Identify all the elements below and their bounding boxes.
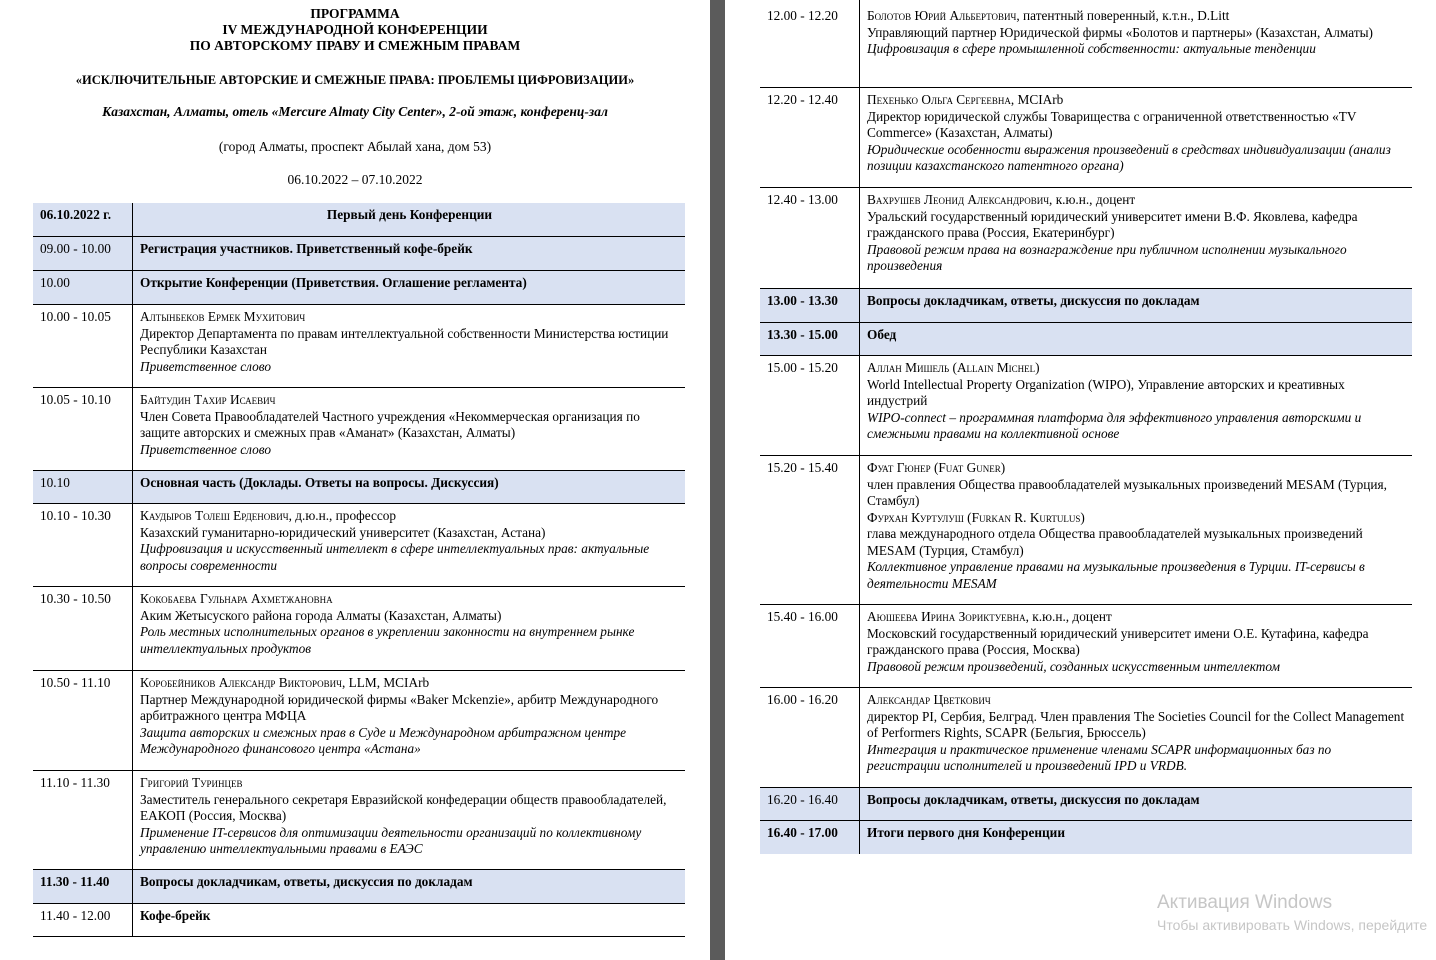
talk-topic: Интеграция и практическое применение членами SCAPR информационных баз по регистрации исполнителей и произведений IPD и VRDB. [867,741,1332,773]
conference-theme: «ИСКЛЮЧИТЕЛЬНЫЕ АВТОРСКИЕ И СМЕЖНЫЕ ПРАВА: ПРОБЛЕМЫ ЦИФРОВИЗАЦИИ» [75,73,635,87]
row-time: 15.20 - 15.40 [760,456,860,604]
row-time: 13.30 - 15.00 [760,323,860,355]
table-row [760,0,1412,88]
speaker-name: Пехенько Ольга Сергеевна [867,92,1011,107]
table-row [760,323,1412,356]
table-row [33,671,685,771]
speaker-name: Байтудин Тахир Исаевич [140,392,276,407]
talk-topic: Роль местных исполнительных органов в укреплении законности на внутреннем рынке интеллектуальных продуктов [140,624,635,656]
talk-topic: Правовой режим произведений, созданных искусственным интеллектом [867,658,1281,674]
table-row [33,771,685,870]
row-time: 10.50 - 11.10 [33,671,133,770]
speaker-org: Уральский государственный юридический университет имени В.Ф. Яковлева, кафедра гражданского права (Россия, Екатеринбург) [867,208,1358,240]
speaker-name: Алтынбеков Ермек Мухитович [140,309,306,324]
row-title: Кофе-брейк [140,908,211,923]
row-time: 12.40 - 13.00 [760,188,860,288]
row-title: Вопросы докладчикам, ответы, дискуссия по докладам [140,874,473,889]
speaker-org: Заместитель генерального секретаря Евразийской конфедерации обществ правообладателей, ЕАКОП (Россия, Москва) [140,791,667,823]
talk-topic: Защита авторских и смежных прав в Суде и Международном арбитражном центре Международного финансового центра «Астана» [140,724,627,756]
row-time: 12.20 - 12.40 [760,88,860,187]
speaker-org: World Intellectual Property Organization (WIPO), Управление авторских и креативных индустрий [867,376,1345,408]
row-title: Первый день Конференции [326,207,493,222]
table-row [33,237,685,271]
speaker-org: Член Совета Правообладателей Частного учреждения «Некоммерческая организация по защите авторских и смежных прав «Аманат» (Казахстан, Алматы) [140,408,640,440]
speaker-org: Казахский гуманитарно-юридический университет (Казахстан, Астана) [140,524,546,540]
table-row [33,870,685,904]
speaker-org: Партнер Международной юридической фирмы «Baker Mckenzie», арбитр Международного арбитражного центра МФЦА [140,691,659,723]
table-row [760,289,1412,323]
row-time: 09.00 - 10.00 [33,237,133,270]
talk-topic: Цифровизация и искусственный интеллект в сфере интеллектуальных прав: актуальные вопросы современности [140,541,650,573]
row-time: 10.10 - 10.30 [33,504,133,586]
speaker-name: Болотов Юрий Альбертович [867,8,1017,23]
speaker-credentials: , д.ю.н., профессор [288,508,397,523]
left-page [0,0,710,960]
speaker-org: член правления Общества правообладателей музыкальных произведений MESAM (Турция, Стамбул) [867,476,1387,508]
table-row [760,188,1412,289]
speaker-org: Директор юридической службы Товарищества с ограниченной ответственностью «TV Commerce» (Казахстан, Алматы) [867,108,1357,140]
talk-topic: Приветственное слово [140,441,272,457]
row-title: Итоги первого дня Конференции [867,825,1065,840]
table-row [760,821,1412,854]
speaker-name: Кокобаева Гульнара Ахметжановна [140,591,333,606]
conference-address: (город Алматы, проспект Абылай хана, дом 53) [218,139,492,154]
talk-topic: Цифровизация в сфере промышленной собственности: актуальные тенденции [867,41,1316,56]
table-row [33,471,685,504]
table-row [33,388,685,471]
conference-subtitle: ПО АВТОРСКОМУ ПРАВУ И СМЕЖНЫМ ПРАВАМ [189,38,521,53]
conference-venue: Казахстан, Алматы, отель «Mercure Almaty City Center», 2-ой этаж, конференц-зал [102,104,608,119]
row-title: Регистрация участников. Приветственный кофе-брейк [140,241,473,256]
speaker-name: Вахрушев Леонид Александрович [867,192,1050,207]
speaker-credentials: , к.ю.н., доцент [1025,609,1112,624]
row-title: Вопросы докладчикам, ответы, дискуссия по докладам [867,792,1200,807]
speaker-name: Коробейников Александр Викторович [140,675,342,690]
row-time: 10.00 [33,271,133,304]
row-time: 11.40 - 12.00 [33,904,133,936]
speaker-org-2: глава международного отдела Общества правообладателей музыкальных произведений MESAM (Турция, Стамбул) [867,526,1363,558]
table-row [33,203,685,237]
row-time: 13.00 - 13.30 [760,289,860,322]
talk-topic: Приветственное слово [140,358,272,374]
row-time: 11.10 - 11.30 [33,771,133,869]
table-row [33,271,685,305]
talk-topic: Коллективное управление правами на музыкальные произведения в Турции. IT-сервисы в деятельности MESAM [867,559,1365,591]
conference-dates: 06.10.2022 – 07.10.2022 [287,172,423,187]
table-row [33,504,685,587]
row-time: 16.00 - 16.20 [760,688,860,787]
table-row [760,456,1412,605]
speaker-org: Директор Департамента по правам интеллектуальной собственности Министерства юстиции Республики Казахстан [140,325,669,357]
talk-topic: Применение IT-сервисов для оптимизации деятельности организаций по коллективному управлению интеллектуальными правами в ЕАЭС [140,824,642,856]
speaker-org: директор PI, Сербия, Белград. Член правления The Societies Council for the Collect Management of Performers Rights, SCAPR (Бельгия, Брюссель) [867,708,1405,740]
page-divider [710,0,725,960]
table-row [33,904,685,937]
row-time: 16.40 - 17.00 [760,821,860,854]
row-time: 15.40 - 16.00 [760,605,860,687]
talk-topic: WIPO-connect – программная платформа для эффективного управления авторскими и смежными правами на коллективной основе [867,409,1362,441]
row-title: Основная часть (Доклады. Ответы на вопросы. Дискуссия) [140,475,499,490]
table-row [760,605,1412,688]
speaker-org: Управляющий партнер Юридической фирмы «Болотов и партнеры» (Казахстан, Алматы) [867,24,1373,40]
row-time: 16.20 - 16.40 [760,788,860,820]
table-row [33,587,685,671]
speaker-name: Каудыров Толеш Ерденович [140,508,289,523]
speaker-name-2: Фурхан Куртулуш (Furkan R. Kurtulus) [867,509,1085,525]
windows-activation-subtitle: Чтобы активировать Windows, перейдите [1157,917,1428,933]
table-row [760,88,1412,188]
speaker-credentials: , MCIArb [1010,92,1064,107]
speaker-name: Григорий Туринцев [140,775,243,790]
row-time: 10.05 - 10.10 [33,388,133,470]
windows-activation-title: Активация Windows [1157,892,1333,913]
row-time: 11.30 - 11.40 [33,870,133,903]
talk-topic: Юридические особенности выражения произведений в средствах индивидуализации (анализ позиции казахстанского патентного органа) [867,141,1391,173]
speaker-credentials: , к.ю.н., доцент [1049,192,1136,207]
table-row [760,688,1412,788]
table-row [760,356,1412,456]
right-page [725,0,1436,960]
conference-title: IV МЕЖДУНАРОДНОЙ КОНФЕРЕНЦИИ [222,22,488,37]
speaker-credentials: , LLM, MCIArb [341,675,430,690]
table-row [33,305,685,388]
speaker-org: Московский государственный юридический университет имени О.Е. Кутафина, кафедра гражданского права (Россия, Москва) [867,625,1369,657]
row-time: 10.00 - 10.05 [33,305,133,387]
speaker-name: Аюшеева Ирина Зориктуевна [867,609,1026,624]
speaker-name: Аллан Мишель (Allain Michel) [867,360,1040,375]
row-time: 10.10 [33,471,133,503]
speaker-name: Фуат Гюнер (Fuat Guner) [867,460,1006,475]
row-title: Вопросы докладчикам, ответы, дискуссия по докладам [867,293,1200,308]
program-title: ПРОГРАММА [310,6,400,21]
row-time: 12.00 - 12.20 [760,0,860,87]
table-row [760,788,1412,821]
row-title: Открытие Конференции (Приветствия. Оглашение регламента) [140,275,527,290]
row-title: Обед [867,327,897,342]
row-time: 06.10.2022 г. [33,203,133,236]
speaker-credentials: , патентный поверенный, к.т.н., D.Litt [1016,8,1230,23]
speaker-org: Аким Жетысуского района города Алматы (Казахстан, Алматы) [140,607,502,623]
row-time: 10.30 - 10.50 [33,587,133,670]
row-time: 15.00 - 15.20 [760,356,860,455]
speaker-name: Александар Цветкович [867,692,991,707]
talk-topic: Правовой режим права на вознаграждение при публичном исполнении музыкального произведения [867,241,1347,273]
